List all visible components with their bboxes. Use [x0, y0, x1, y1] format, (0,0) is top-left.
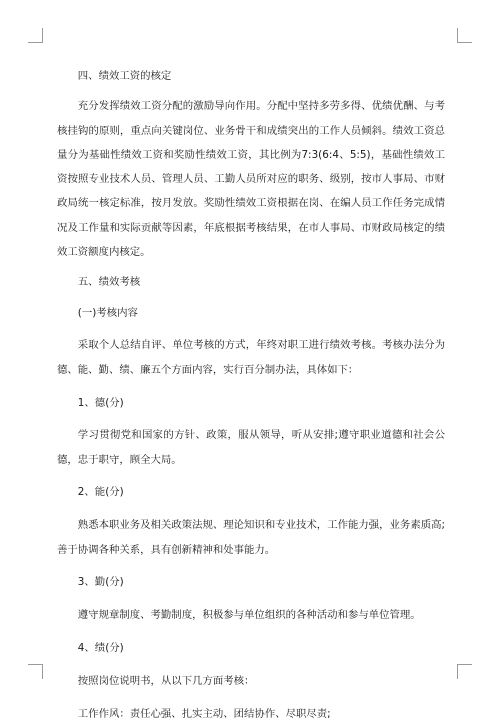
document-body: [57, 64, 445, 726]
paragraph-work-style: 工作作风：责任心强、扎实主动、团结协作、尽职尽责;: [77, 707, 331, 720]
crop-mark-top-left: [28, 28, 43, 43]
crop-mark-top-right: [457, 28, 472, 43]
item-heading-morality: 1、德(分): [77, 396, 124, 409]
paragraph-assessment-method: 采取个人总结自评、单位考核的方式，年终对职工进行绩效考核。考核办法分为德、能、勤、绩、廉五个方面内容，实行百分制办法，具体如下：: [57, 339, 445, 376]
item-heading-performance: 4、绩(分): [77, 641, 124, 654]
paragraph-performance-pay: 充分发挥绩效工资分配的激励导向作用。分配中坚持多劳多得、优绩优酬、与考核挂钩的原则，重点向关键岗位、业务骨干和成绩突出的工作人员倾斜。绩效工资总量分为基础性绩效工资和奖励性绩效工资，其比例为7:3(6:4、5:5)，基础性绩效工资按照专业技术人员、管理人员、工勤人员所对应的职务、级别，按市人事局、市财政局统一核定标准，按月发放。奖励性绩效工资根据在岗、在编人员工作任务完成情况及工作量和实际贡献等因素，年底根据考核结果，在市人事局、市财政局核定的绩效工资额度内核定。: [57, 100, 445, 259]
item-heading-ability: 2、能(分): [77, 486, 124, 499]
section-heading-assessment: 五、绩效考核: [77, 276, 141, 289]
subheading-assessment-content: (一)考核内容: [77, 306, 138, 319]
section-heading-performance-pay: 四、绩效工资的核定: [77, 70, 172, 82]
paragraph-morality: 学习贯彻党和国家的方针、政策，服从领导，听从安排;遵守职业道德和社会公德，忠于职守，顾全大局。: [57, 429, 445, 466]
crop-mark-bottom-right: [457, 664, 472, 679]
paragraph-performance-intro: 按照岗位说明书，从以下几方面考核：: [77, 674, 255, 687]
paragraph-ability: 熟悉本职业务及相关政策法规、理论知识和专业技术，工作能力强，业务素质高;善于协调各种关系，具有创新精神和处事能力。: [57, 519, 445, 556]
item-heading-diligence: 3、勤(分): [77, 576, 124, 589]
crop-mark-bottom-left: [28, 664, 43, 679]
paragraph-diligence: 遵守规章制度、考勤制度，积极参与单位组织的各种活动和参与单位管理。: [77, 609, 421, 622]
